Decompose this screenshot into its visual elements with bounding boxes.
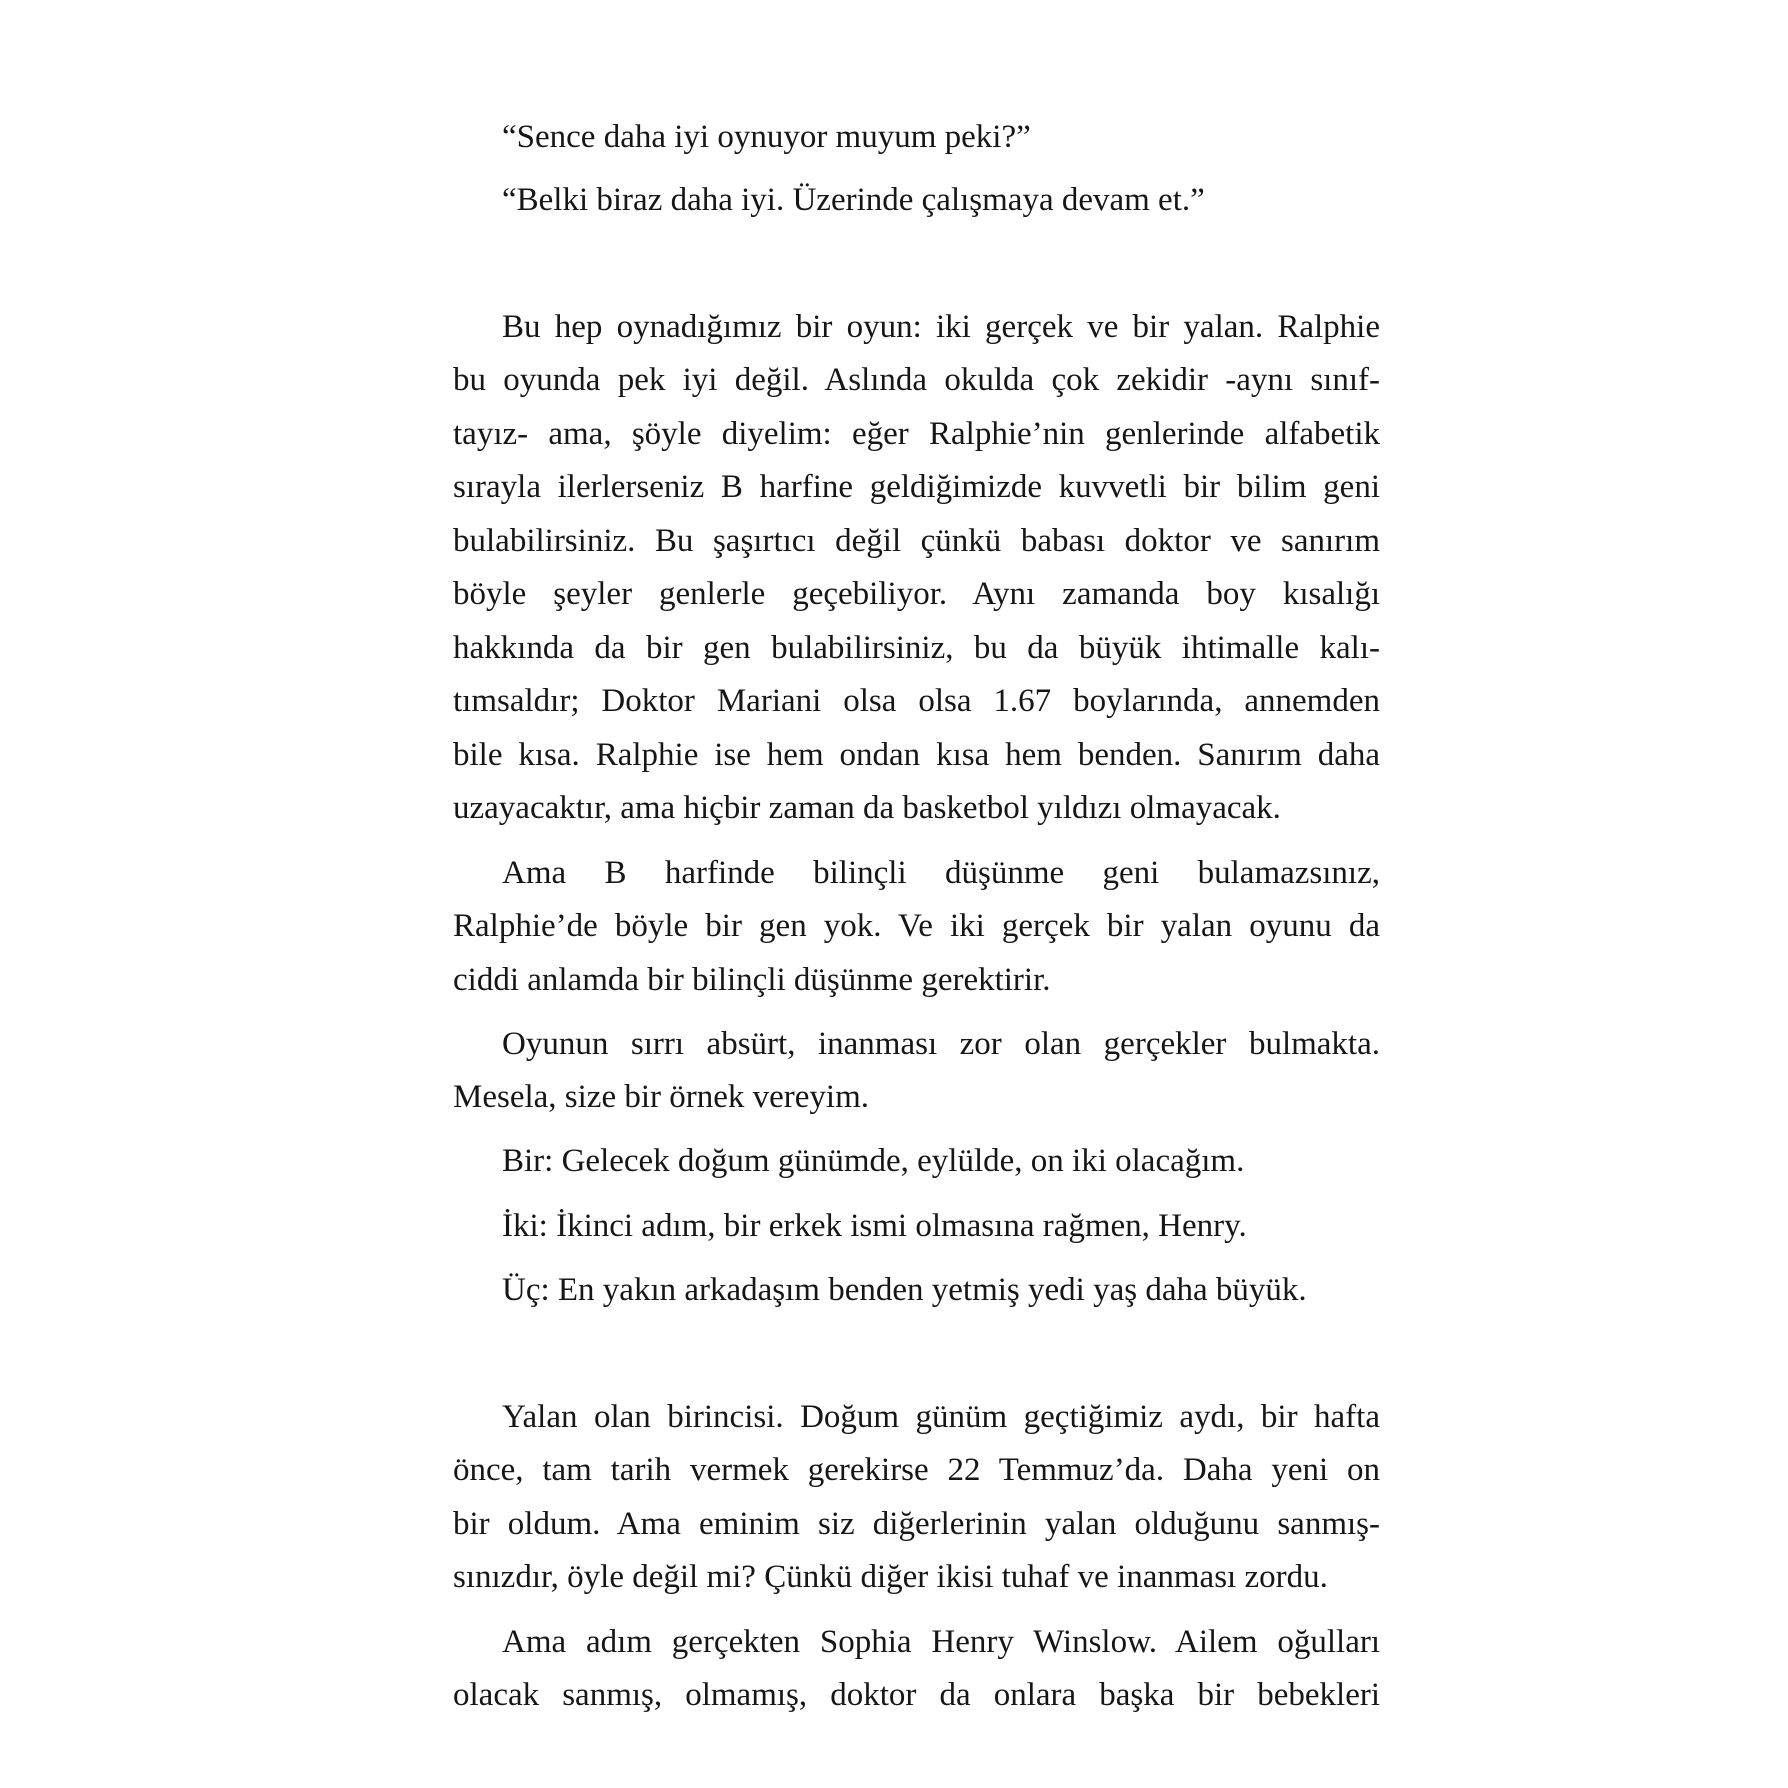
text-line: uzayacaktır, ama hiçbir zaman da basketbol yıldızı olmayacak. xyxy=(453,790,1281,826)
dialogue-line: “Sence daha iyi oynuyor muyum peki?” xyxy=(502,119,1031,155)
text-line: Ama adım gerçekten Sophia Henry Winslow. Ailem oğulları xyxy=(502,1624,1380,1660)
text-line: tımsaldır; Doktor Mariani olsa olsa 1.67 boylarında, annemden xyxy=(453,683,1380,719)
text-line: tayız- ama, şöyle diyelim: eğer Ralphie’nin genlerinde alfabetik xyxy=(453,416,1380,452)
list-item: İki: İkinci adım, bir erkek ismi olmasına rağmen, Henry. xyxy=(502,1208,1247,1244)
text-line: Mesela, size bir örnek vereyim. xyxy=(453,1079,870,1115)
text-line: böyle şeyler genlerle geçebiliyor. Aynı zamanda boy kısalığı xyxy=(453,576,1380,612)
text-line: bulabilirsiniz. Bu şaşırtıcı değil çünkü babası doktor ve sanırım xyxy=(453,523,1380,559)
text-line: Oyunun sırrı absürt, inanması zor olan gerçekler bulmakta. xyxy=(502,1026,1380,1062)
text-line: önce, tam tarih vermek gerekirse 22 Temmuz’da. Daha yeni on xyxy=(453,1452,1380,1488)
text-line: bu oyunda pek iyi değil. Aslında okulda çok zekidir -aynı sınıf- xyxy=(453,362,1380,398)
text-line: sırayla ilerlerseniz B harfine geldiğimizde kuvvetli bir bilim geni xyxy=(453,469,1380,505)
text-line: bir oldum. Ama eminim siz diğerlerinin yalan olduğunu sanmış- xyxy=(453,1506,1380,1542)
text-line: olacak sanmış, olmamış, doktor da onlara başka bir bebekleri xyxy=(453,1677,1380,1713)
list-item: Bir: Gelecek doğum günümde, eylülde, on iki olacağım. xyxy=(502,1143,1245,1179)
text-line: Ralphie’de böyle bir gen yok. Ve iki gerçek bir yalan oyunu da xyxy=(453,908,1380,944)
text-line: Ama B harfinde bilinçli düşünme geni bulamazsınız, xyxy=(502,855,1380,891)
text-line: bile kısa. Ralphie ise hem ondan kısa hem benden. Sanırım daha xyxy=(453,737,1380,773)
text-line: sınızdır, öyle değil mi? Çünkü diğer ikisi tuhaf ve inanması zordu. xyxy=(453,1559,1328,1595)
list-item: Üç: En yakın arkadaşım benden yetmiş yedi yaş daha büyük. xyxy=(502,1272,1307,1308)
dialogue-line: “Belki biraz daha iyi. Üzerinde çalışmaya devam et.” xyxy=(502,182,1205,218)
text-line: Yalan olan birincisi. Doğum günüm geçtiğimiz aydı, bir hafta xyxy=(502,1399,1380,1435)
text-line: hakkında da bir gen bulabilirsiniz, bu da büyük ihtimalle kalı- xyxy=(453,630,1380,666)
text-line: Bu hep oynadığımız bir oyun: iki gerçek ve bir yalan. Ralphie xyxy=(502,309,1380,345)
text-line: ciddi anlamda bir bilinçli düşünme gerektirir. xyxy=(453,962,1051,998)
